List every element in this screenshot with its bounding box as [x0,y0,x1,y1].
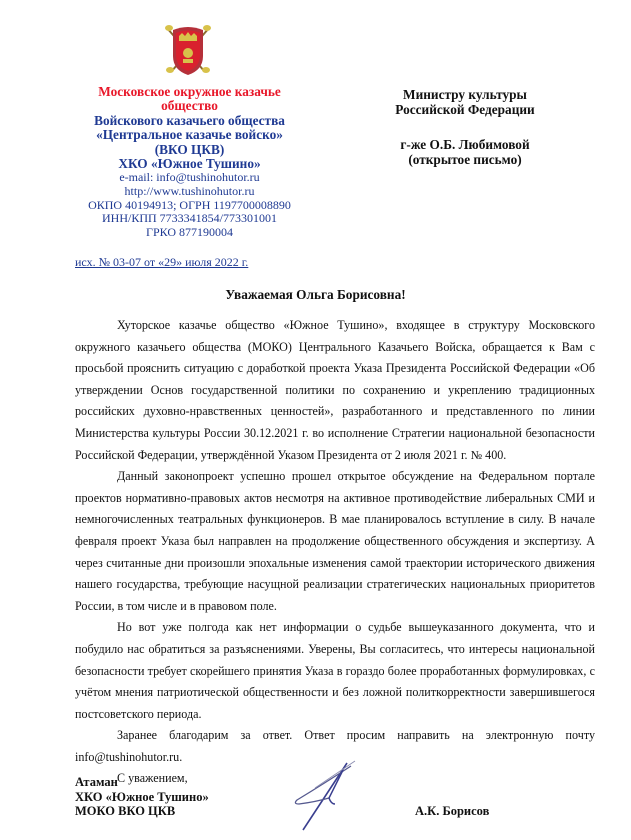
coat-of-arms-icon [163,22,213,77]
recipient-block [380,87,550,167]
signatory-title: Атаман [75,775,118,789]
sender-organization-block [62,85,317,239]
letter-greeting: Уважаемая Ольга Борисовна! [225,287,406,302]
org-unit-name: ХКО «Южное Тушино» [118,156,261,172]
handwritten-signature-icon [285,758,365,833]
org-okpo-ogrn: ОКПО 40194913; ОГРН 1197700008890 [88,197,291,212]
body-paragraph: Но вот уже полгода как нет информации о судьбе вышеуказанного документа, что и побудило нас обратиться за разъяснениями. Уверены, Вы согласитесь, что интересы национальной безопасности требует скорейшего принятия Указа в гораздо более проработанных формулировках, с учётом мнения патриотической общественности и без ложной политкорректности завершившегося постсоветского периода. [75,620,595,721]
letter-body [75,315,595,790]
body-paragraph: Заранее благодарим за ответ. Ответ просим направить на электронную почту info@tushinohutor.ru. [75,728,595,764]
org-abbrev: (ВКО ЦКВ) [154,141,225,157]
org-name-line: Московское окружное казачье [98,84,281,99]
org-name-line: Войскового казачьего общества [94,112,285,128]
signatory-org: МОКО ВКО ЦКВ [75,804,176,818]
recipient-note: (открытое письмо) [408,152,522,167]
signatory-name: А.К. Борисов [415,804,490,818]
org-inn-kpp: ИНН/КПП 7733341854/773301001 [101,211,277,226]
outgoing-reference: исх. № 03-07 от «29» июля 2022 г. [75,255,249,269]
closing-phrase: С уважением, [117,771,188,786]
recipient-name: г-же О.Б. Любимовой [400,137,530,152]
recipient-line: Министру культуры [403,87,527,102]
org-name-line: «Центральное казачье войско» [96,127,283,143]
body-paragraph: Хуторское казачье общество «Южное Тушино», входящее в структуру Московского окружного казачьего общества (МОКО) Центрального Казачьего Войска, обращается к Вам с просьбой прояснить ситуацию с доработкой проекта Указа Президента Российской Федерации «Об утверждении Основ государственной политики по сохранению и укреплению традиционных российских духовно-нравственных ценностей», разработанного и представленного по линии Министерства культуры России 30.12.2021 г. во исполнение Стратегии национальной безопасности Российской Федерации, утверждённой Указом Президента от 2 июля 2021 г. № 400. [75,318,595,462]
org-grko: ГРКО 877190004 [146,224,233,239]
recipient-line: Российской Федерации [395,102,535,117]
org-name-line: общество [161,98,218,114]
body-paragraph: Данный законопроект успешно прошел открытое обсуждение на Федеральном портале проектов нормативно-правовых актов несмотря на активное противодействие либеральных СМИ и немногочисленных театральных функционеров. В мае планировалось вступление в силу. В начале февраля проект Указа был направлен на продолжение общественного обсуждения и экспертизу. А через считанные дни произошли эпохальные изменения самой траектории исторического движения нашего государства, требующие насущной реализации стратегических национальных приоритетов России, в том числе и в правовом поле. [75,469,595,613]
org-website: http://www.tushinohutor.ru [124,184,255,199]
org-email: e-mail: info@tushinohutor.ru [119,170,260,185]
signatory-title-block [75,775,209,819]
signatory-unit: ХКО «Южное Тушино» [75,789,209,804]
